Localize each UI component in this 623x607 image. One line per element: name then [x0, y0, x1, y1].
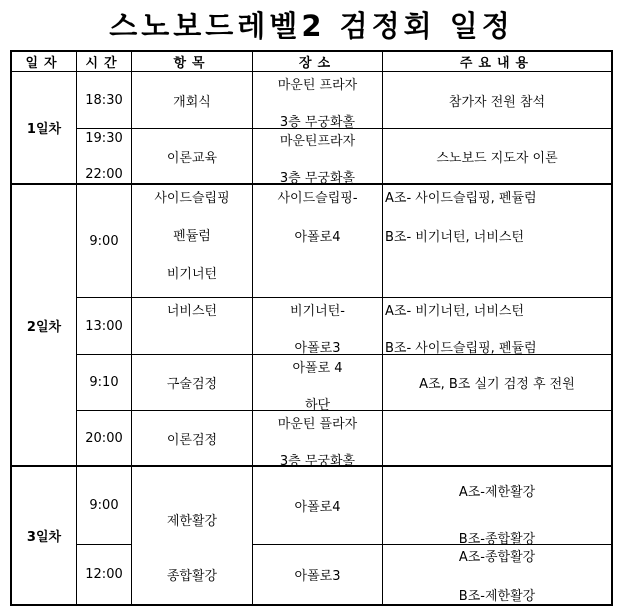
item-cell: 구술검정 [166, 377, 218, 392]
time-cell: 18:30 [85, 92, 123, 108]
header-time: 시간 [85, 56, 123, 71]
item-line: 펜듈럼 [173, 229, 211, 244]
header-day: 일자 [25, 56, 63, 71]
day-label: 2일차 [26, 319, 62, 335]
item-cell: 개회식 [173, 94, 211, 110]
place-line: 하단 [304, 398, 331, 413]
place-line: 마운틴 프라자 [277, 78, 358, 93]
content-line: A조- 비기너턴, 너비스턴 [385, 304, 525, 319]
content-line: A조-종합활강 [458, 550, 536, 565]
content-cell: A조, B조 실기 검정 후 전원 [419, 377, 575, 392]
item-cell: 제한활강 [166, 514, 218, 529]
day-label: 3일차 [26, 530, 62, 545]
place-line: 비기너턴- [290, 304, 345, 319]
time-line: 22:00 [85, 167, 123, 182]
place-line: 아폴로3 [294, 341, 341, 356]
place-line: 마운틴 플라자 [277, 417, 358, 432]
content-cell: 스노보드 지도자 이론 [436, 150, 558, 166]
content-cell [383, 411, 611, 465]
content-line: A조-제한활강 [458, 485, 536, 500]
place-cell: 아폴로3 [294, 569, 341, 584]
time-cell: 9:10 [89, 375, 119, 390]
item-cell: 이론교육 [166, 150, 218, 166]
time-cell: 9:00 [89, 233, 119, 249]
place-line: 마운틴프라자 [279, 134, 356, 149]
header-content: 주요내용 [459, 56, 535, 71]
content-line: B조- 비기너턴, 너비스턴 [385, 230, 525, 245]
place-line: 3층 무궁화홀 [279, 454, 356, 469]
content-cell: 참가자 전원 참석 [448, 94, 546, 110]
item-cell: 종합활강 [166, 569, 218, 584]
table-border [611, 50, 613, 606]
day-label: 1일차 [26, 122, 62, 137]
place-line: 사이드슬립핑- [277, 191, 358, 206]
content-line: A조- 사이드슬립핑, 펜듈럼 [385, 191, 537, 206]
table-border [10, 604, 613, 606]
item-line: 사이드슬립핑 [154, 191, 230, 206]
place-line: 3층 무궁화홀 [279, 171, 356, 186]
item-cell: 너비스턴 [166, 304, 218, 319]
row-divider [77, 297, 613, 298]
item-line: 비기너턴 [166, 267, 218, 282]
place-cell: 아폴로4 [294, 500, 341, 515]
content-line: B조-종합활강 [458, 532, 536, 547]
time-cell: 12:00 [85, 567, 123, 582]
time-cell: 9:00 [89, 498, 119, 513]
time-cell: 20:00 [85, 430, 123, 446]
place-line: 아폴로4 [294, 230, 341, 245]
place-line: 아폴로 4 [292, 361, 343, 376]
content-line: B조- 사이드슬립핑, 펜듈럼 [385, 341, 537, 356]
header-item: 항목 [173, 56, 211, 71]
content-line: B조-제한활강 [458, 589, 536, 604]
header-place: 장소 [298, 56, 337, 71]
place-line: 3층 무궁화홀 [279, 115, 356, 130]
document-title: 스노보드레벨2 검정회 일정 [109, 9, 514, 43]
item-cell: 이론검정 [166, 432, 218, 448]
time-cell: 13:00 [85, 318, 123, 334]
time-line: 19:30 [85, 131, 123, 146]
